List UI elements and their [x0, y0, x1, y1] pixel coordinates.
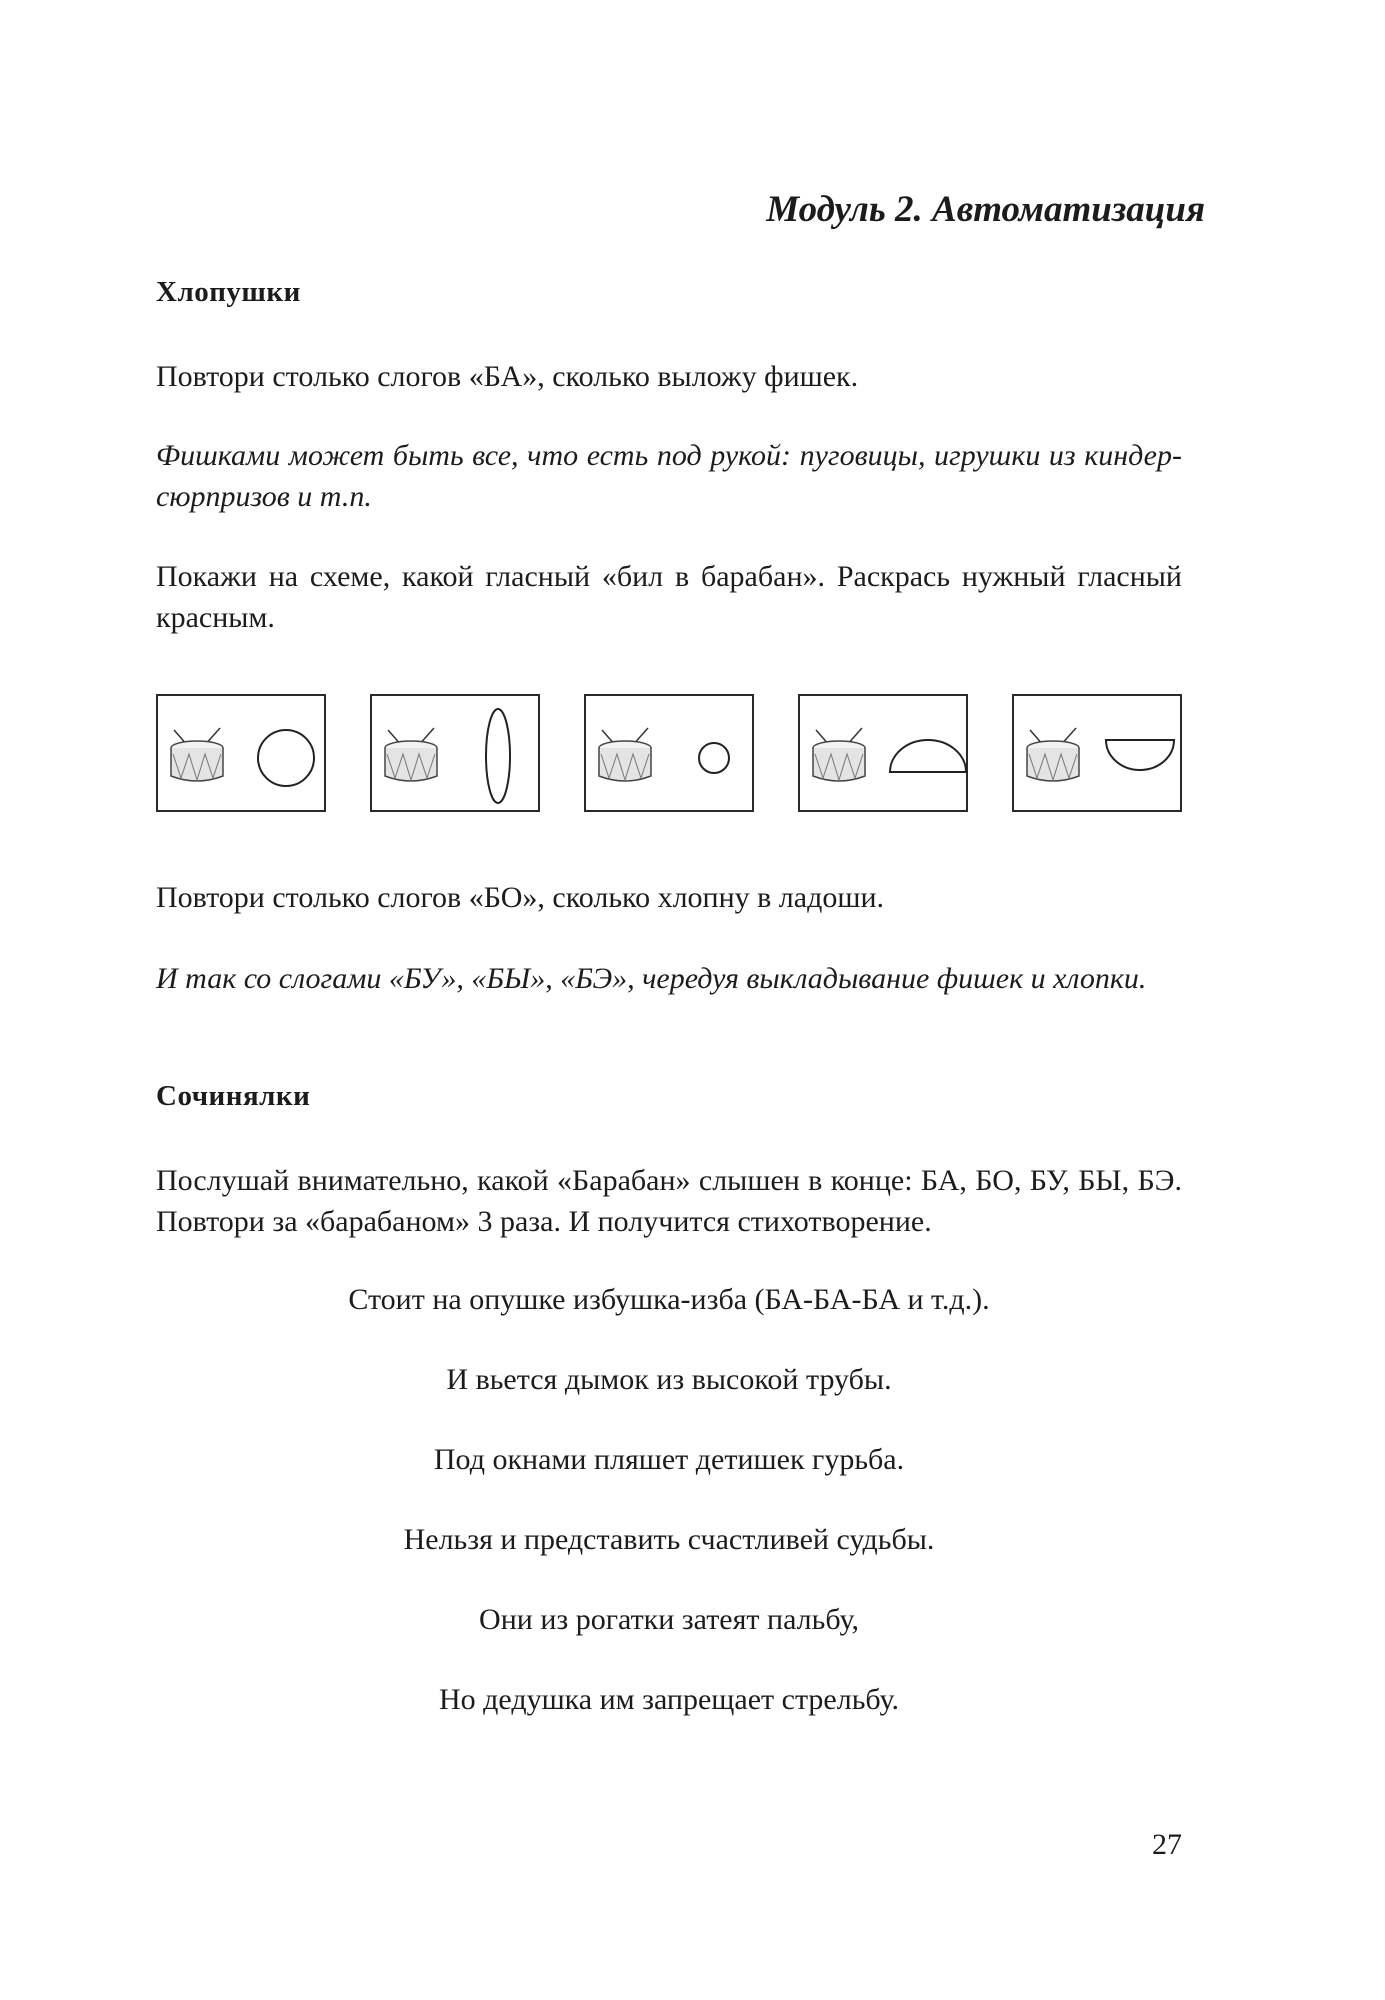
- scheme-card-2: [370, 694, 540, 812]
- drum-icon: [599, 728, 651, 781]
- drum-icon: [385, 728, 437, 781]
- paragraph-repeat-bo: Повтори столько слогов «БО», сколько хлопну в ладоши.: [156, 881, 885, 914]
- poem-line-5: Они из рогатки затеят пальбу,: [479, 1603, 859, 1636]
- poem-line-2: И вьется дымок из высокой трубы.: [446, 1363, 892, 1396]
- poem-line-1: Стоит на опушке избушка-изба (БА-БА-БА и т.д.).: [348, 1283, 990, 1316]
- drum-icon: [171, 728, 223, 781]
- paragraph-show-scheme: Покажи на схеме, какой гласный «бил в барабан». Раскрась нужный гласный красным.: [156, 560, 1182, 634]
- vowel-circle-large: [258, 730, 314, 786]
- section-heading-khlopushki: Хлопушки: [156, 276, 301, 308]
- drum-icon: [813, 728, 865, 781]
- scheme-card-4: [798, 694, 968, 812]
- paragraph-repeat-ba: Повтори столько слогов «БА», сколько выложу фишек.: [156, 360, 859, 393]
- poem-line-6: Но дедушка им запрещает стрельбу.: [438, 1683, 900, 1716]
- vowel-schemes-row: [156, 694, 1182, 814]
- paragraph-listen-drum: Послушай внимательно, какой «Барабан» слышен в конце: БА, БО, БУ, БЫ, БЭ. Повтори за «барабаном» 3 раза. И получится стихотворение.: [156, 1164, 1182, 1238]
- vowel-bowl: [1106, 740, 1174, 770]
- scheme-card-5: [1012, 694, 1182, 812]
- vowel-dome: [890, 740, 966, 772]
- module-title: Модуль 2. Автоматизация: [766, 189, 1205, 230]
- vowel-circle-small: [699, 743, 729, 773]
- drum-icon: [1027, 728, 1079, 781]
- scheme-card-1: [156, 694, 326, 812]
- poem-line-4: Нельзя и представить счастливей судьбы.: [403, 1523, 935, 1556]
- paragraph-other-syllables: И так со слогами «БУ», «БЫ», «БЭ», чередуя выкладывание фишек и хлопки.: [156, 962, 1147, 995]
- vowel-ellipse-tall: [486, 709, 510, 803]
- page-number: 27: [1152, 1828, 1182, 1861]
- paragraph-chips-note: Фишками может быть все, что есть под рукой: пуговицы, игрушки из киндер-сюрпризов и т.п.: [156, 439, 1182, 513]
- section-heading-sochinyalki: Сочинялки: [156, 1080, 311, 1112]
- poem-line-3: Под окнами пляшет детишек гурьба.: [433, 1443, 905, 1476]
- scheme-card-3: [584, 694, 754, 812]
